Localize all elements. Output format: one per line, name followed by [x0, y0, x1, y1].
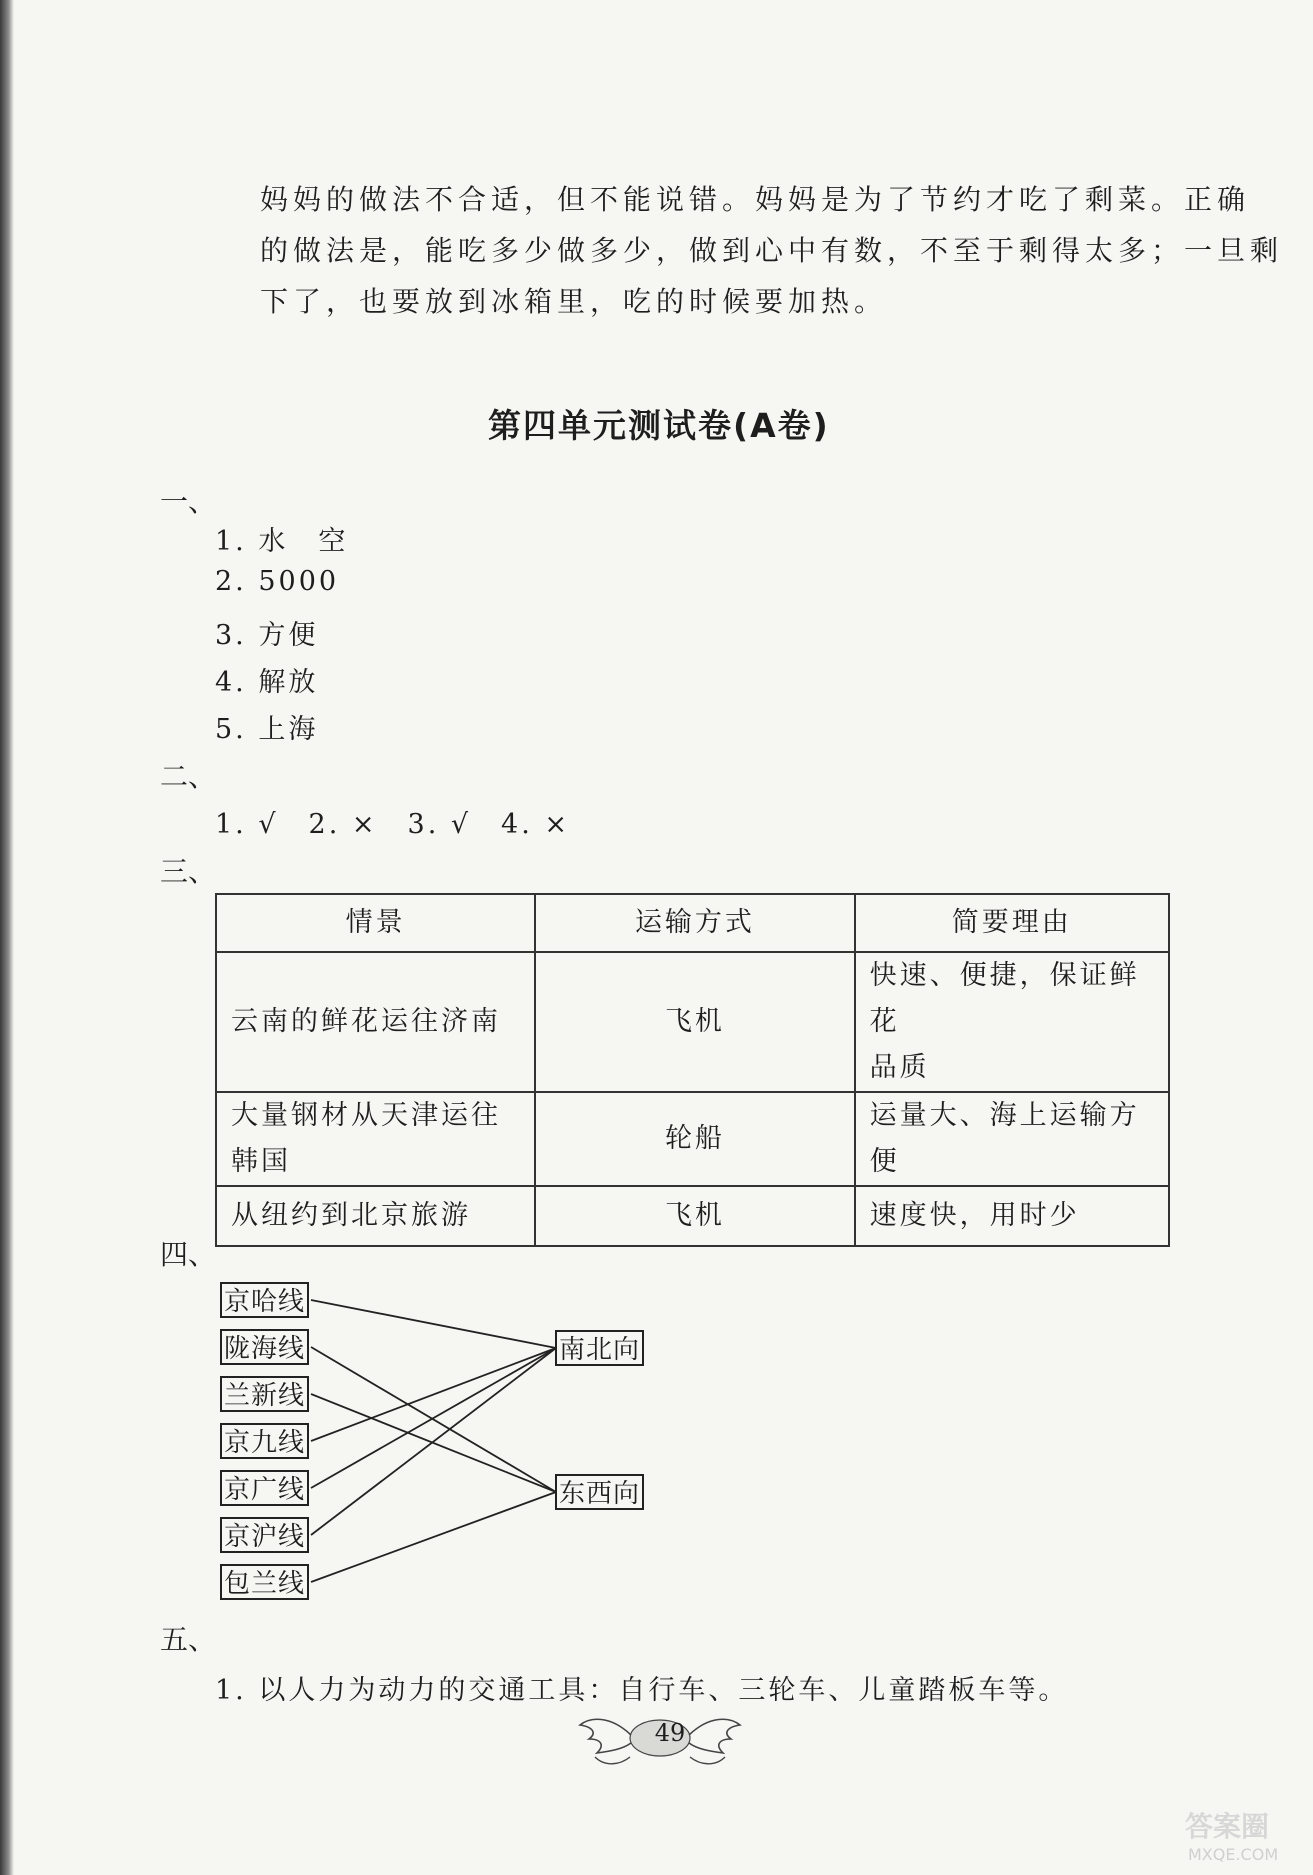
intro-line-2: 的做法是，能吃多少做多少，做到心中有数，不至于剩得太多；一旦剩 [260, 234, 1284, 267]
cell-mode: 飞机 [535, 1186, 854, 1246]
cell-reason-line: 便 [869, 1146, 900, 1177]
header-mode: 运输方式 [535, 894, 854, 952]
match-line-baolan [311, 1492, 556, 1582]
railway-box-longhai: 陇海线 [220, 1329, 309, 1365]
railway-box-lanxin: 兰新线 [220, 1376, 309, 1412]
railway-box-baolan: 包兰线 [220, 1564, 309, 1600]
railway-box-jingha: 京哈线 [220, 1282, 309, 1318]
cell-reason-line: 运量大、海上运输方 [869, 1100, 1140, 1131]
watermark-logo: 答案圈 [1185, 1810, 1270, 1843]
cell-scene: 云南的鲜花运往济南 [216, 952, 535, 1092]
match-line-jinghu [311, 1348, 556, 1535]
page-title: 第四单元测试卷(A卷) [488, 406, 830, 445]
section-5-label: 五、 [160, 1623, 217, 1656]
match-line-jingha [311, 1300, 556, 1348]
direction-box-north-south: 南北向 [555, 1330, 644, 1366]
direction-box-east-west: 东西向 [555, 1474, 644, 1510]
s5-item-1: 1. 以人力为动力的交通工具：自行车、三轮车、儿童踏板车等。 [215, 1675, 1069, 1706]
cell-mode: 轮船 [535, 1092, 854, 1186]
s2-answers: 1. √ 2. × 3. √ 4. × [215, 809, 571, 840]
page-number: 49 [654, 1719, 686, 1747]
cell-scene-line: 韩国 [231, 1146, 291, 1177]
section-3-label: 三、 [160, 855, 217, 888]
s1-item-4: 4. 解放 [215, 667, 319, 698]
s1-item-3: 3. 方便 [215, 620, 319, 651]
header-reason: 简要理由 [855, 894, 1169, 952]
intro-line-3: 下了，也要放到冰箱里，吃的时候要加热。 [260, 285, 888, 318]
section-1-label: 一、 [160, 485, 217, 518]
cell-scene: 从纽约到北京旅游 [216, 1186, 535, 1246]
cell-mode: 飞机 [535, 952, 854, 1092]
match-line-lanxin [311, 1394, 556, 1492]
section-4-label: 四、 [160, 1238, 217, 1271]
header-scene: 情景 [216, 894, 535, 952]
s1-item-2: 2. 5000 [215, 566, 340, 597]
cell-reason: 速度快，用时少 [855, 1186, 1169, 1246]
page-number-ornament [575, 1705, 745, 1775]
section-2-label: 二、 [160, 760, 217, 793]
railway-box-jingjiu: 京九线 [220, 1423, 309, 1459]
railway-box-jinghu: 京沪线 [220, 1517, 309, 1553]
cell-reason-line: 品质 [869, 1052, 930, 1083]
cell-reason-line: 快速、便捷，保证鲜花 [869, 960, 1140, 1037]
railway-box-jingguang: 京广线 [220, 1470, 309, 1506]
intro-line-1: 妈妈的做法不合适，但不能说错。妈妈是为了节约才吃了剩菜。正确 [260, 183, 1251, 216]
s1-item-1: 1. 水 空 [215, 526, 349, 557]
s1-item-5: 5. 上海 [215, 714, 319, 745]
match-line-jingjiu [311, 1348, 556, 1441]
watermark-url: MXQE.COM [1188, 1845, 1279, 1864]
cell-scene-line: 大量钢材从天津运往 [231, 1100, 501, 1131]
